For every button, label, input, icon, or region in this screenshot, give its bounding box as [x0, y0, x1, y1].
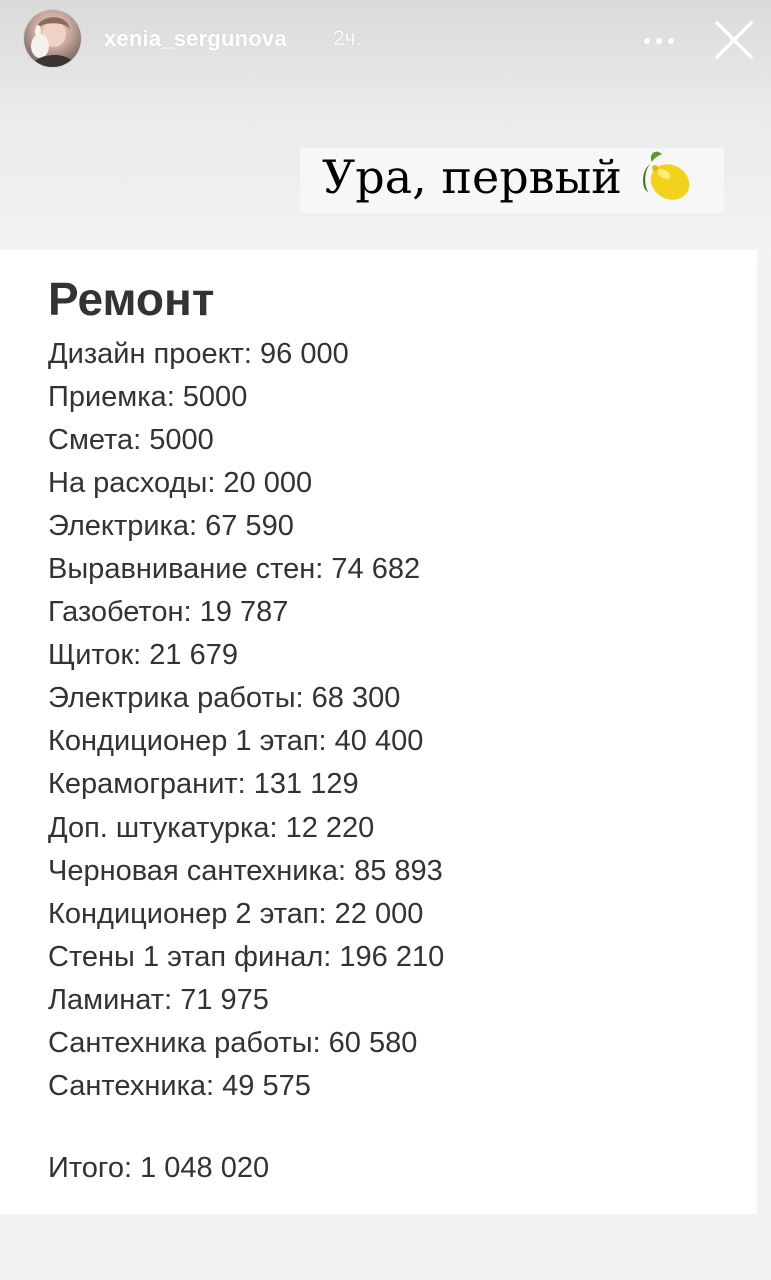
list-item: Выравнивание стен: 74 682 [48, 553, 421, 586]
list-item: Черновая сантехника: 85 893 [48, 854, 443, 887]
more-options-button[interactable] [640, 24, 680, 56]
list-item: Приемка: 5000 [48, 381, 248, 414]
list-item: Дизайн проект: 96 000 [48, 338, 349, 370]
list-item: Электрика работы: 68 300 [48, 682, 401, 715]
close-button[interactable] [712, 18, 756, 62]
list-item: Сантехника: 49 575 [48, 1069, 311, 1102]
list-item: Кондиционер 1 этап: 40 400 [48, 725, 424, 758]
more-horizontal-icon [656, 38, 662, 44]
close-icon [712, 18, 756, 62]
post-time: 2ч. [333, 27, 362, 50]
list-item: Щиток: 21 679 [48, 639, 238, 672]
list-item: Стены 1 этап финал: 196 210 [48, 940, 445, 973]
expense-list [48, 337, 444, 1112]
text-sticker [300, 148, 724, 213]
list-item: Доп. штукатурка: 12 220 [48, 811, 375, 844]
sticker-text: Ура, первый [322, 150, 622, 204]
username[interactable]: xenia_sergunova [104, 26, 287, 51]
list-item: Керамогранит: 131 129 [48, 768, 359, 801]
list-item: На расходы: 20 000 [48, 467, 313, 500]
list-item: Смета: 5000 [48, 424, 214, 457]
avatar-photo-icon [24, 10, 81, 67]
total-line: Итого: 1 048 020 [48, 1152, 270, 1184]
more-horizontal-icon [644, 38, 650, 44]
list-item: Ламинат: 71 975 [48, 983, 269, 1016]
lemon-icon [638, 148, 694, 208]
more-horizontal-icon [668, 38, 674, 44]
story-header [0, 0, 771, 80]
card-title: Ремонт [48, 273, 215, 325]
list-item: Сантехника работы: 60 580 [48, 1026, 418, 1059]
avatar[interactable] [24, 10, 81, 67]
list-item: Кондиционер 2 этап: 22 000 [48, 897, 424, 930]
list-item: Газобетон: 19 787 [48, 596, 289, 629]
expense-list-card [0, 250, 757, 1214]
list-item: Электрика: 67 590 [48, 510, 294, 543]
